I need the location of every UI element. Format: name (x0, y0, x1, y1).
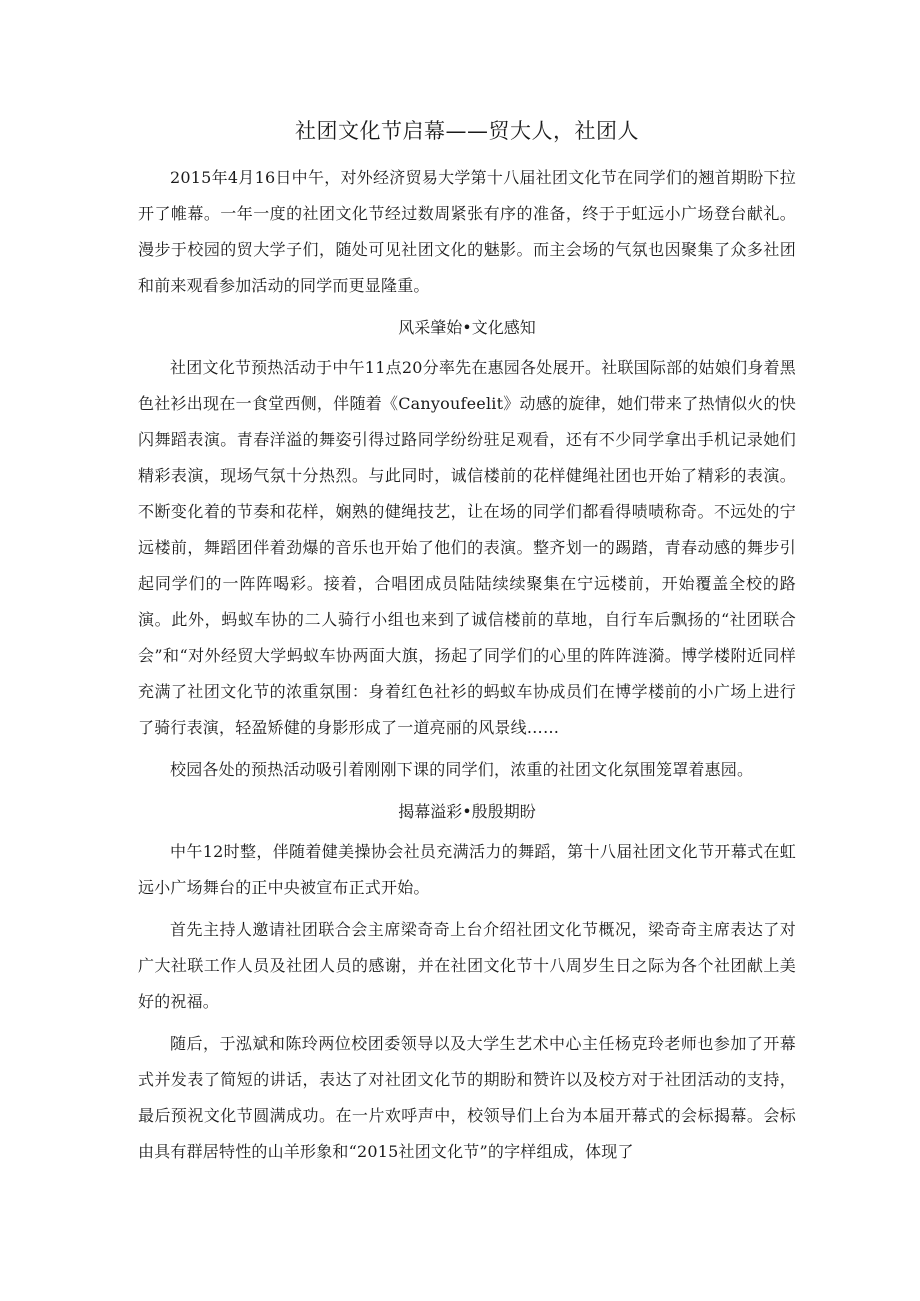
section1-paragraph-1: 社团文化节预热活动于中午11点20分率先在惠园各处展开。社联国际部的姑娘们身着黑色社衫出现在一食堂西侧，伴随着《Canyoufeelit》动感的旋律，她们带来了热情似火的快闪舞蹈表演。青春洋溢的舞姿引得过路同学纷纷驻足观看，还有不少同学拿出手机记录她们精彩表演，现场气氛十分热烈。与此同时，诚信楼前的花样健绳社团也开始了精彩的表演。不断变化着的节奏和花样，娴熟的健绳技艺，让在场的同学们都看得啧啧称奇。不远处的宁远楼前，舞蹈团伴着劲爆的音乐也开始了他们的表演。整齐划一的踢踏，青春动感的舞步引起同学们的一阵阵喝彩。接着，合唱团成员陆陆续续聚集在宁远楼前，开始覆盖全校的路演。此外，蚂蚁车协的二人骑行小组也来到了诚信楼前的草地，自行车后飘扬的“社团联合会”和“对外经贸大学蚂蚁车协两面大旗，扬起了同学们的心里的阵阵涟漪。博学楼附近同样充满了社团文化节的浓重氛围：身着红色社衫的蚂蚁车协成员们在博学楼前的小广场上进行了骑行表演，轻盈矫健的身影形成了一道亮丽的风景线…… (138, 358, 796, 737)
section-heading-2: 揭幕溢彩•殷殷期盼 (398, 802, 536, 821)
section2-paragraph-2: 首先主持人邀请社团联合会主席梁奇奇上台介绍社团文化节概况，梁奇奇主席表达了对广大社联工作人员及社团人员的感谢，并在社团文化节十八周岁生日之际为各个社团献上美好的祝福。 (138, 920, 796, 1011)
section-heading-1: 风采肇始•文化感知 (398, 318, 536, 337)
section2-paragraph-1: 中午12时整，伴随着健美操协会社员充满活力的舞蹈，第十八届社团文化节开幕式在虹远小广场舞台的正中央被宣布正式开始。 (138, 842, 796, 897)
document-title: 社团文化节启幕——贸大人，社团人 (295, 119, 639, 143)
section1-paragraph-2: 校园各处的预热活动吸引着刚刚下课的同学们，浓重的社团文化氛围笼罩着惠园。 (170, 760, 754, 779)
intro-paragraph: 2015年4月16日中午，对外经济贸易大学第十八届社团文化节在同学们的翘首期盼下拉开了帷幕。一年一度的社团文化节经过数周紧张有序的准备，终于于虹远小广场登台献礼。漫步于校园的贸大学子们，随处可见社团文化的魅影。而主会场的气氛也因聚集了众多社团和前来观看参加活动的同学而更显隆重。 (138, 168, 796, 295)
section2-paragraph-3: 随后，于泓斌和陈玲两位校团委领导以及大学生艺术中心主任杨克玲老师也参加了开幕式并发表了简短的讲话，表达了对社团文化节的期盼和赞许以及校方对于社团活动的支持，最后预祝文化节圆满成功。在一片欢呼声中，校领导们上台为本届开幕式的会标揭幕。会标由具有群居特性的山羊形象和“2015社团文化节”的字样组成，体现了 (138, 1034, 796, 1161)
